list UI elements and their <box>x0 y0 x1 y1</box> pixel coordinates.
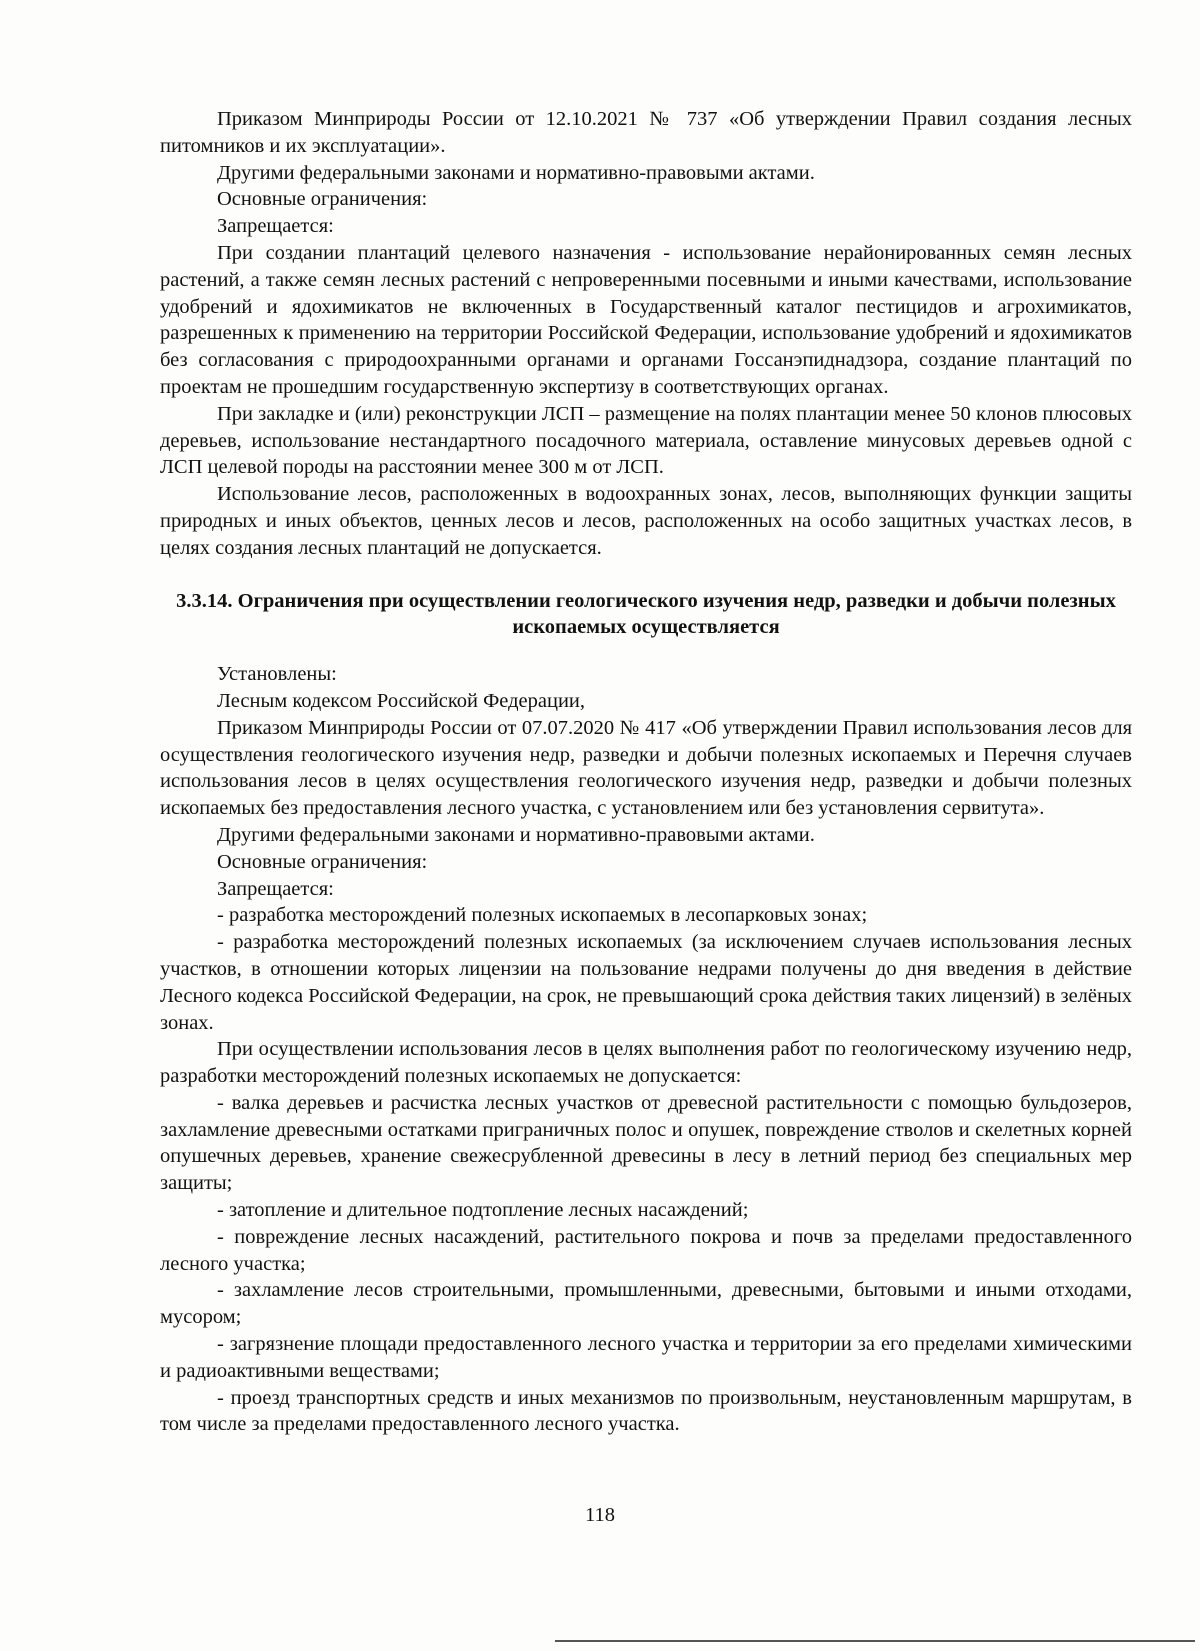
list-item: - загрязнение площади предоставленного лесного участка и территории за его пределами химическими и радиоактивными веществами; <box>160 1333 1132 1382</box>
paragraph: При осуществлении использования лесов в целях выполнения работ по геологическому изучению недр, разработки месторождений полезных ископаемых не допускается: <box>160 1038 1132 1088</box>
paragraph: Запрещается: <box>217 215 334 238</box>
paragraph: Лесным кодексом Российской Федерации, <box>217 689 586 712</box>
list-item: - затопление и длительное подтопление лесных насаждений; <box>217 1199 749 1222</box>
paragraph: При закладке и (или) реконструкции ЛСП – размещение на полях плантации менее 50 клонов плюсовых деревьев, использование нестандартного посадочного материала, оставление минусовых деревьев одной с ЛСП целевой породы на расстоянии менее 300 м от ЛСП. <box>160 402 1132 479</box>
list-item: - разработка месторождений полезных ископаемых в лесопарковых зонах; <box>217 904 868 927</box>
paragraph: Использование лесов, расположенных в водоохранных зонах, лесов, выполняющих функции защиты природных и иных объектов, ценных лесов и лесов, расположенных на особо защитных участках лесов, в целях создания лесных плантаций не допускается. <box>160 483 1132 559</box>
page-content <box>160 106 1132 1438</box>
list-item: - валка деревьев и расчистка лесных участков от древесной растительности с помощью бульдозеров, захламление древесными остатками приграничных полос и опушек, повреждение стволов и скелетных корней опушечных деревьев, хранение свежесрубленной древесины в лесу в летний период без специальных мер защиты; <box>160 1091 1132 1195</box>
paragraph: Приказом Минприроды России от 12.10.2021 № 737 «Об утверждении Правил создания лесных питомников и их эксплуатации». <box>160 108 1132 157</box>
paragraph: Установлены: <box>217 663 337 686</box>
list-item: - захламление лесов строительными, промышленными, древесными, бытовыми и иными отходами, мусором; <box>160 1279 1132 1329</box>
paragraph: При создании плантаций целевого назначения - использование нерайонированных семян лесных растений, а также семян лесных растений с непроверенными посевными и иными качествами, использование удобрений и ядохимикатов не включенных в Государственный каталог пестицидов и агрохимикатов, разрешенных к применению на территории Российской Федерации, использование удобрений и ядохимикатов без согласования с природоохранными органами и органами Госсанэпиднадзора, создание плантаций по проектам не прошедшим государственную экспертизу в соответствующих органах. <box>160 241 1132 398</box>
footer-divider <box>555 1640 1195 1642</box>
page-number: 118 <box>585 1504 615 1526</box>
paragraph: Запрещается: <box>217 877 334 900</box>
list-item: - повреждение лесных насаждений, растительного покрова и почв за пределами предоставленного лесного участка; <box>160 1225 1132 1275</box>
list-item: - проезд транспортных средств и иных механизмов по произвольным, неустановленным маршрутам, в том числе за пределами предоставленного лесного участка. <box>160 1386 1132 1436</box>
paragraph: Основные ограничения: <box>217 850 428 873</box>
paragraph: Другими федеральными законами и нормативно-правовыми актами. <box>217 161 815 184</box>
paragraph: Приказом Минприроды России от 07.07.2020 № 417 «Об утверждении Правил использования лесов для осуществления геологического изучения недр, разведки и добычи полезных ископаемых и Перечня случаев использования лесов в целях осуществления геологического изучения недр, разведки и добычи полезных ископаемых без предоставления лесного участка, с установлением или без установления сервитута». <box>160 716 1132 820</box>
paragraph: Основные ограничения: <box>217 188 428 211</box>
section-heading: 3.3.14. Ограничения при осуществлении геологического изучения недр, разведки и добычи полезных ископаемых осуществляется <box>176 589 1116 639</box>
paragraph: Другими федеральными законами и нормативно-правовыми актами. <box>217 823 815 846</box>
list-item: - разработка месторождений полезных ископаемых (за исключением случаев использования лесных участков, в отношении которых лицензии на пользование недрами получены до дня введения в действие Лесного кодекса Российской Федерации, на срок, не превышающий срока действия таких лицензий) в зелёных зонах. <box>160 931 1132 1034</box>
